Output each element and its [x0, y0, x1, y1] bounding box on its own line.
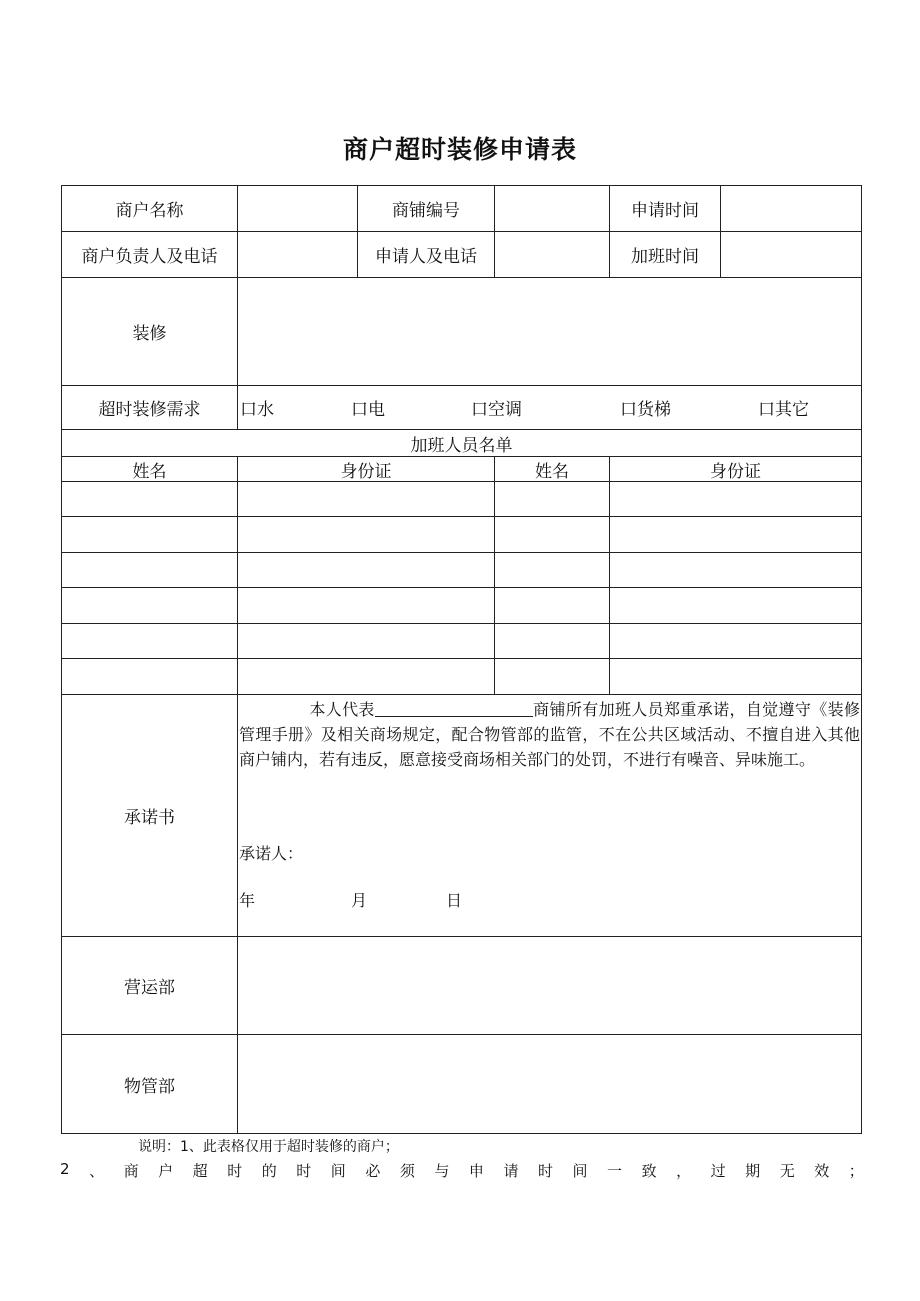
property-label: 物管部	[124, 1076, 175, 1097]
pledge-text-b: 商铺所有加班人员郑重承诺，自觉遵守《装修管理手册》及相关商场规定，配合物管部的监管，不在公共区域活动、不擅自进入其他商户铺内，若有违反，愿意接受商场相关部门的处罚，不进行有噪音、异味施工。	[239, 700, 860, 769]
need-option-water[interactable]: 口水	[240, 400, 274, 420]
need-option-elevator[interactable]: 口货梯	[620, 400, 671, 420]
note-line-2: 2 、 商 户 超 时 的 时 间 必 须 与 申 请 时 间 一 致 ， 过 期 无 效 ；	[60, 1160, 864, 1180]
table-row[interactable]	[62, 624, 861, 658]
need-option-aircon[interactable]: 口空调	[471, 400, 522, 420]
pledge-text	[239, 697, 860, 772]
shop-no-label: 商铺编号	[392, 201, 460, 221]
table-row[interactable]	[62, 659, 861, 694]
pledge-label: 承诺书	[124, 808, 175, 828]
table-row[interactable]	[62, 517, 861, 552]
apply-time-label: 申请时间	[631, 201, 699, 221]
staff-col-id-1: 身份证	[340, 461, 392, 482]
applicant-phone-label: 申请人及电话	[375, 247, 477, 267]
property-field[interactable]	[238, 1035, 861, 1133]
pledge-text-a: 本人代表	[309, 700, 375, 719]
table-row[interactable]	[62, 588, 861, 623]
shop-no-field[interactable]	[495, 186, 609, 231]
pledge-month: 月	[351, 890, 368, 910]
renovation-label: 装修	[132, 324, 167, 344]
overtime-label: 加班时间	[631, 247, 699, 267]
table-row[interactable]	[62, 482, 861, 516]
owner-phone-field[interactable]	[238, 232, 357, 277]
apply-time-field[interactable]	[721, 186, 861, 231]
need-option-other[interactable]: 口其它	[758, 400, 809, 420]
merchant-name-field[interactable]	[238, 186, 357, 231]
owner-phone-label: 商户负责人及电话	[81, 247, 218, 267]
pledge-shop-blank[interactable]	[375, 698, 533, 717]
note-line-1: 说明：1、此表格仅用于超时装修的商户；	[138, 1139, 399, 1155]
staff-col-id-2: 身份证	[710, 461, 761, 482]
merchant-name-label: 商户名称	[115, 201, 184, 221]
operations-field[interactable]	[238, 937, 861, 1034]
need-option-electric[interactable]: 口电	[351, 400, 385, 420]
table-row[interactable]	[62, 553, 861, 587]
staff-col-name-2: 姓名	[535, 461, 569, 482]
renovation-field[interactable]	[238, 278, 861, 385]
needs-label: 超时装修需求	[98, 400, 201, 420]
staff-list-heading: 加班人员名单	[410, 435, 513, 456]
pledge-year: 年	[239, 890, 256, 910]
page-title: 商户超时装修申请表	[342, 135, 577, 164]
operations-label: 营运部	[124, 978, 175, 998]
staff-col-name-1: 姓名	[132, 461, 167, 482]
overtime-field[interactable]	[721, 232, 861, 277]
applicant-phone-field[interactable]	[495, 232, 609, 277]
pledge-day: 日	[446, 890, 463, 910]
pledge-signer: 承诺人：	[239, 843, 304, 863]
